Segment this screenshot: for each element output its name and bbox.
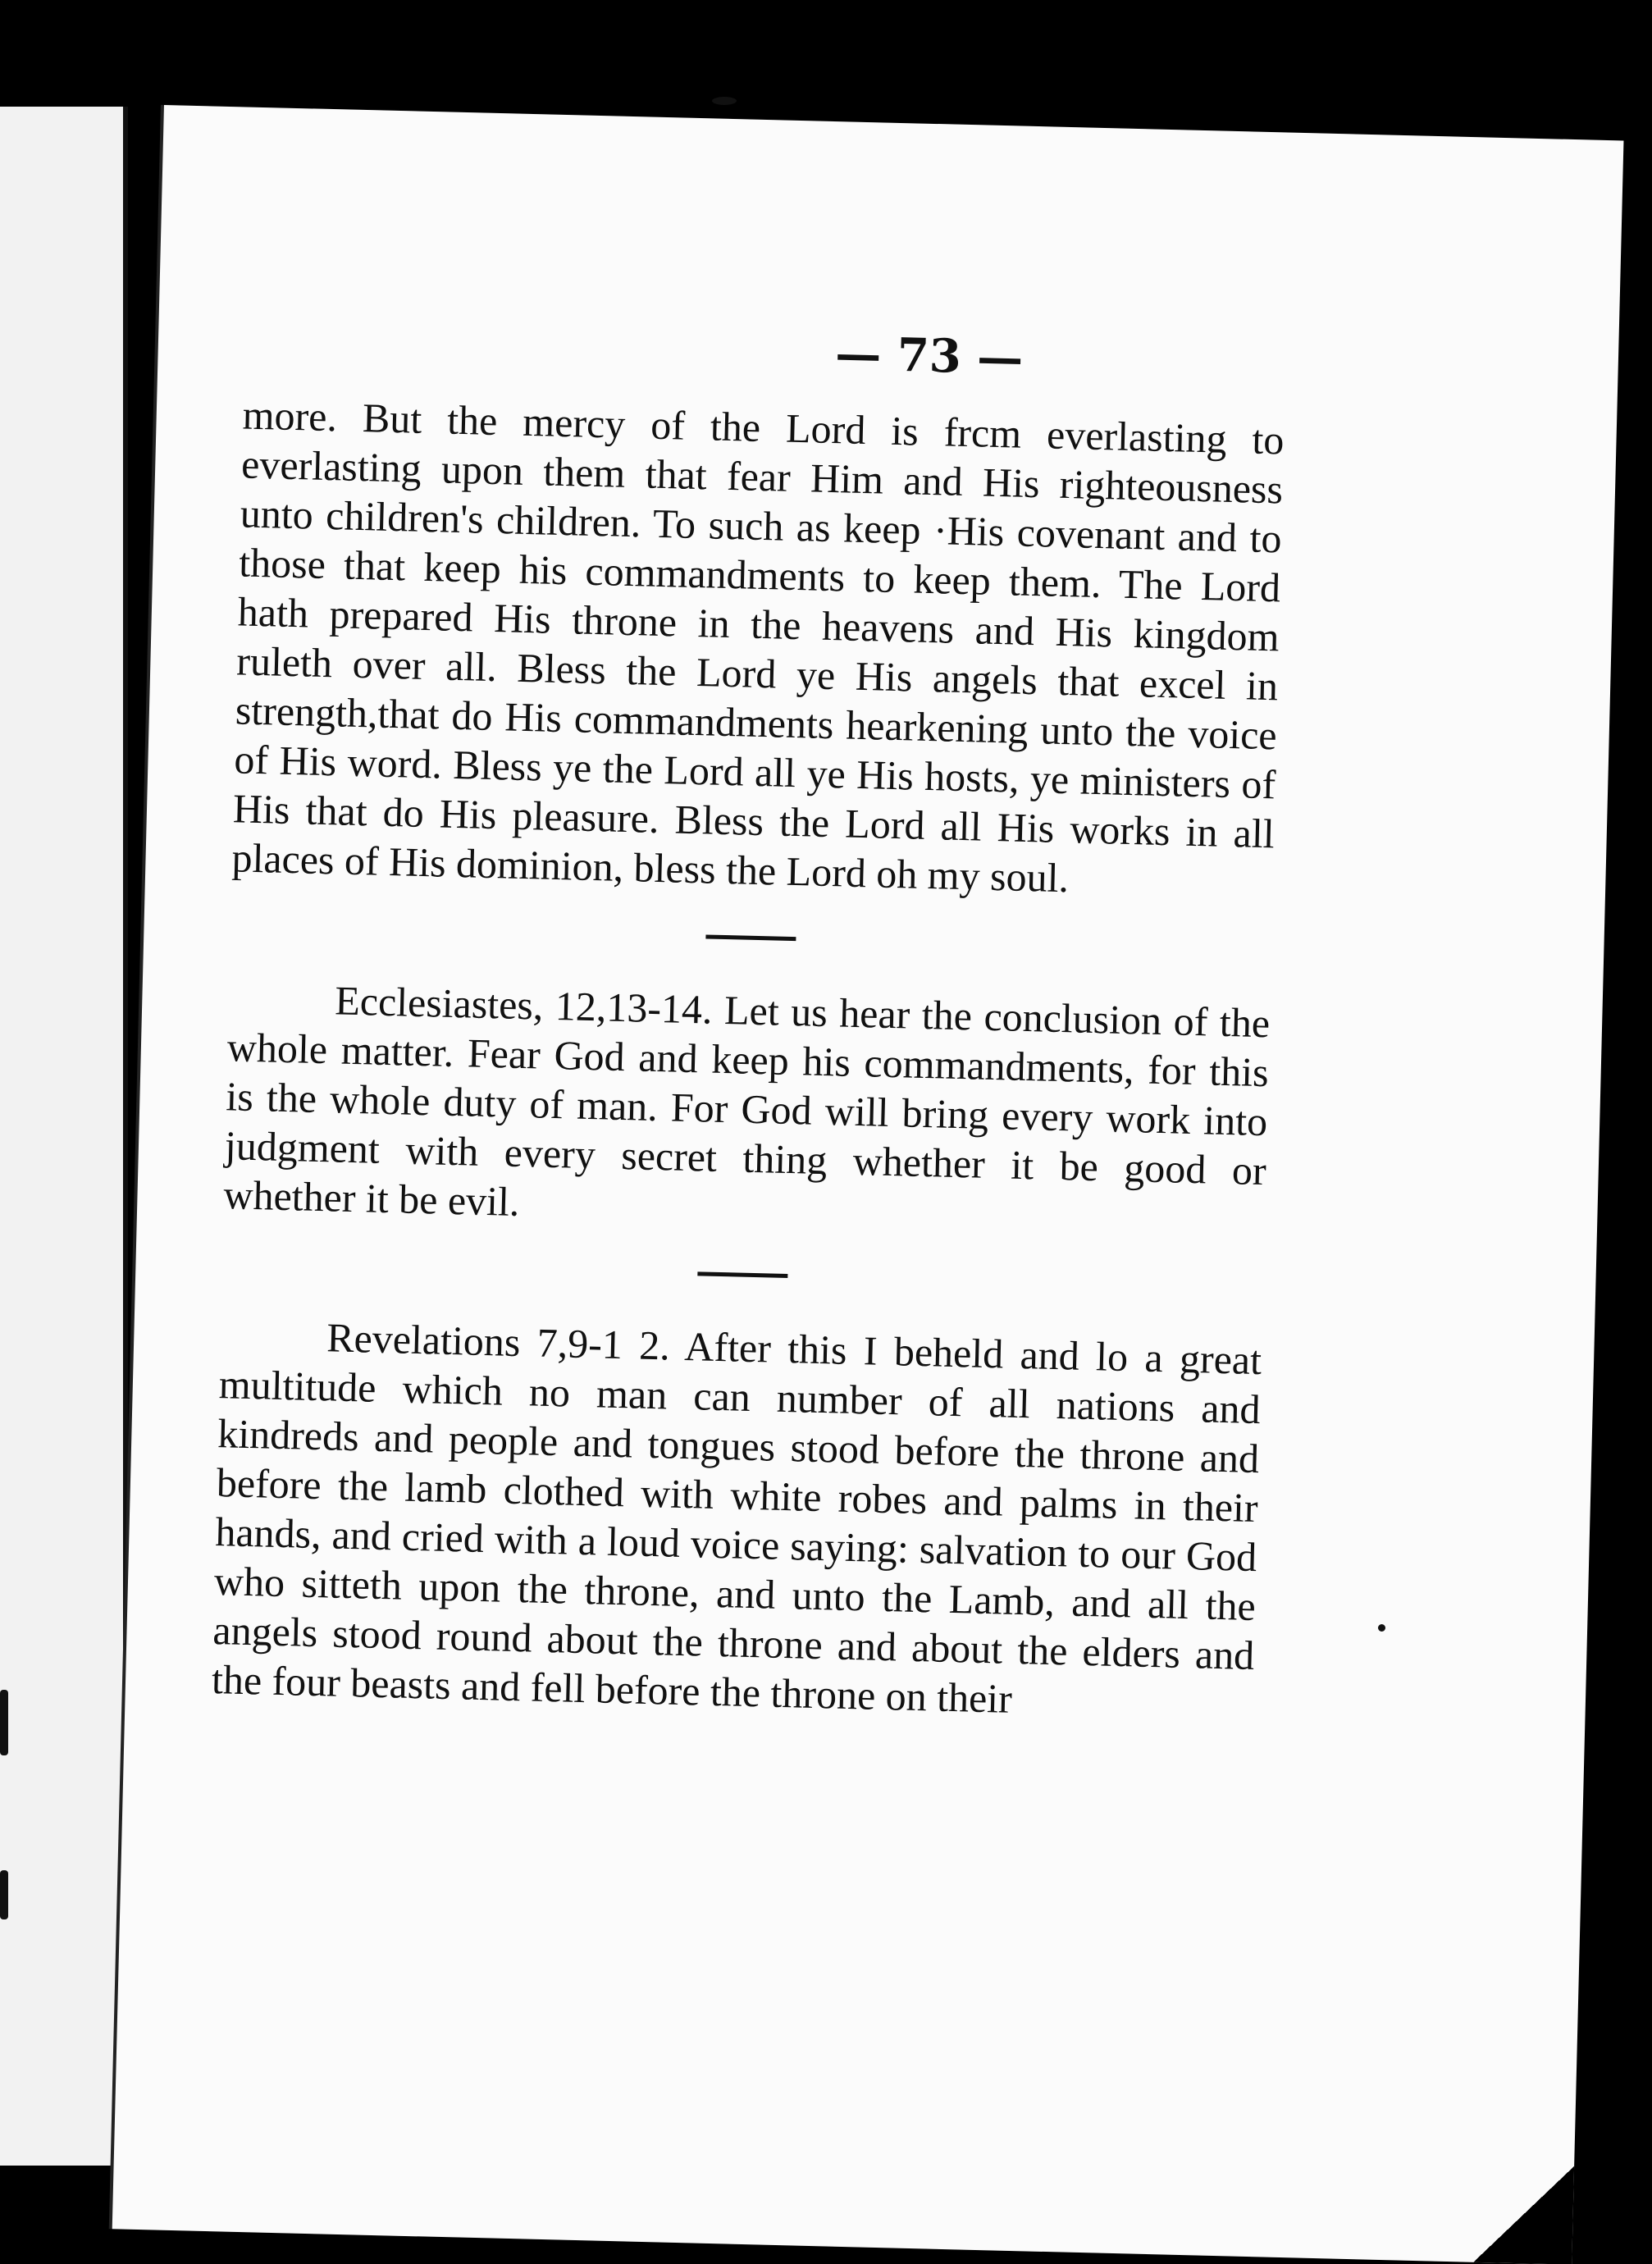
torn-corner: [1473, 2164, 1574, 2264]
paragraph-ecclesiastes: Ecclesiastes, 12,13-14. Let us hear the conclusion of the whole matter. Fear God and keep his commandments, for this is the whole duty of man. For God will bring every work into judgment with every secret thing whether it be good or whether it be evil.: [222, 977, 1271, 1225]
section-divider: [705, 934, 796, 941]
facing-page-mark: [0, 1690, 8, 1755]
paragraph-revelations: Revelations 7,9-1 2. After this I beheld and lo a great multitude which no man can number of all nations and kindreds and people and tongues stood before the throne and before the lamb clothed with white robes and palms in their hands, and cried with a loud voice saying: salvation to our God who sitteth upon the throne, and unto the Lamb, and all the angels stood round about the throne and about the elders and the four beasts and fell before the throne on their: [211, 1314, 1262, 1722]
facing-page-mark: [0, 1870, 8, 1919]
scan-speck: [1378, 1624, 1385, 1632]
paragraph-psalm-continuation: more. But the mercy of the Lord is frcm everlasting to everlasting upon them that fear Him and His righteousness unto children's children. To such as keep ·His covenant and to those that keep his commandments to keep them. The Lord hath prepared His throne in the heavens and His kingdom ruleth over all. Bless the Lord ye His angels that excel in strength,that do His commandments hearkening unto the voice of His word. Bless ye the Lord all ye His hosts, ye ministers of His that do His pleasure. Bless the Lord all His works in all places of His dominion, bless the Lord oh my soul.: [230, 391, 1285, 901]
book-page: [112, 105, 1624, 2264]
page-body: [211, 390, 1285, 1729]
page-number: — 73 —: [834, 326, 1025, 386]
section-divider: [697, 1271, 787, 1278]
scan-speck: [712, 97, 737, 105]
facing-page-edge: [0, 107, 128, 2166]
